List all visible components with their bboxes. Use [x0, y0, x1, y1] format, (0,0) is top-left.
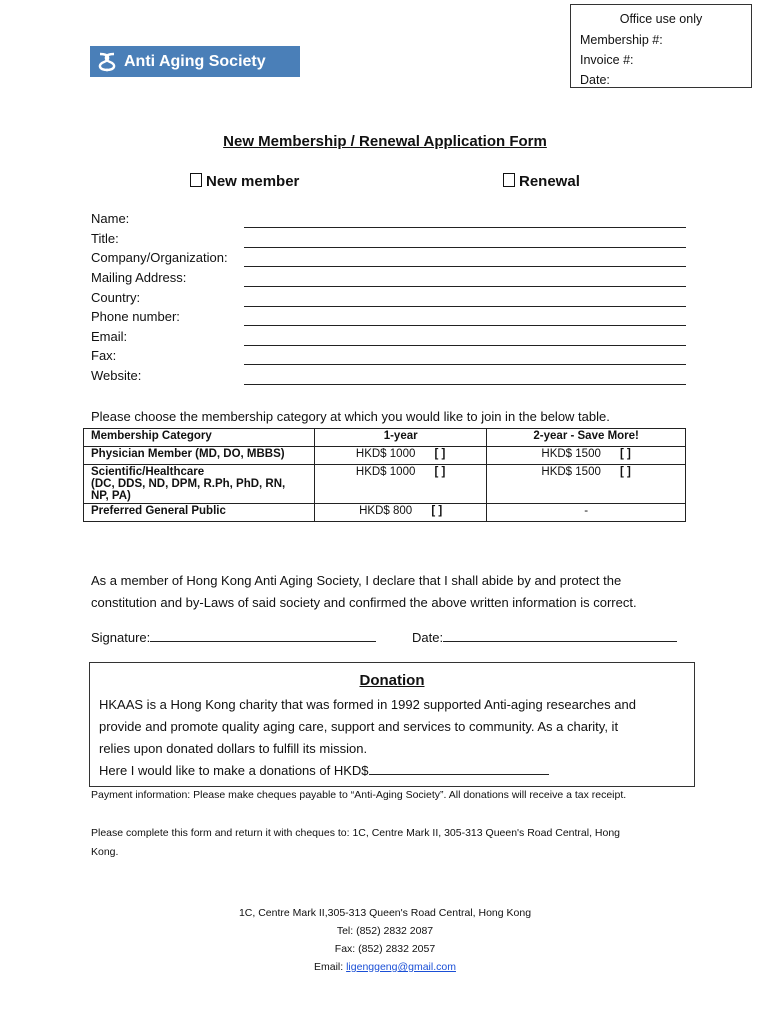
signature-row: [91, 627, 376, 649]
mailing-address-field[interactable]: [244, 286, 686, 287]
email-field[interactable]: [244, 345, 686, 346]
country-label: Country:: [91, 290, 141, 305]
date-field[interactable]: [443, 627, 677, 642]
footer-tel: Tel: (852) 2832 2087: [336, 925, 434, 937]
declaration-line: As a member of Hong Kong Anti Aging Society, I declare that I shall abide by and protect the: [91, 573, 622, 588]
name-field[interactable]: [244, 227, 686, 228]
footer: [0, 904, 770, 976]
category-cell: Preferred General Public: [84, 504, 315, 522]
declaration: [91, 570, 731, 613]
company-label: Company/Organization:: [91, 250, 228, 265]
website-label: Website:: [91, 368, 142, 383]
country-field[interactable]: [244, 306, 686, 307]
table-row: [84, 447, 686, 465]
date-row: [412, 627, 677, 649]
category-cell: Physician Member (MD, DO, MBBS): [84, 447, 315, 465]
table-row: [84, 504, 686, 522]
donation-line: relies upon donated dollars to fulfill its mission.: [99, 741, 368, 756]
header-category: Membership Category: [84, 429, 315, 447]
donation-amount-label: Here I would like to make a donations of HKD$: [99, 763, 369, 778]
name-label: Name:: [91, 211, 130, 226]
fax-label: Fax:: [91, 348, 117, 363]
company-field[interactable]: [244, 266, 686, 267]
footer-address: 1C, Centre Mark II,305-313 Queen's Road Central, Hong Kong: [238, 907, 532, 919]
renewal-checkbox[interactable]: [503, 173, 515, 187]
one-year-cell[interactable]: [315, 465, 487, 504]
office-use-title: Office use only: [619, 12, 703, 26]
donation-line: provide and promote quality aging care, support and services to community. As a charity, it: [99, 719, 619, 734]
one-year-cell[interactable]: [315, 504, 487, 522]
payment-info: Payment information: Please make cheques payable to “Anti-Aging Society”. All donations will receive a tax receipt.: [91, 789, 627, 801]
date-label: Date:: [412, 630, 444, 645]
phone-label: Phone number:: [91, 309, 180, 324]
category-line: NP, PA): [91, 490, 131, 502]
membership-table: [83, 428, 686, 522]
donation-text: [99, 694, 689, 782]
office-date-label: Date:: [580, 73, 610, 87]
new-member-checkbox[interactable]: [190, 173, 202, 187]
footer-email-link[interactable]: ligenggeng@gmail.com: [346, 961, 456, 973]
donation-line: HKAAS is a Hong Kong charity that was formed in 1992 supported Anti-aging researches and: [99, 697, 636, 712]
footer-email-label: Email:: [314, 961, 347, 973]
office-use-box: [570, 4, 752, 88]
category-line: Scientific/Healthcare: [91, 466, 205, 478]
fax-field[interactable]: [244, 364, 686, 365]
new-member-label: New member: [206, 173, 300, 190]
select-checkbox[interactable]: [ ]: [434, 448, 446, 460]
price: HKD$ 1000: [355, 466, 416, 478]
society-logo: [90, 46, 300, 77]
mailing-address-label: Mailing Address:: [91, 270, 187, 285]
signature-field[interactable]: [150, 627, 376, 642]
return-info: [91, 824, 691, 862]
donation-line: [99, 760, 689, 782]
category-cell: [84, 465, 315, 504]
price: HKD$ 1000: [355, 448, 416, 460]
logo-mark-icon: [96, 51, 118, 73]
website-field[interactable]: [244, 384, 686, 385]
price: HKD$ 1500: [541, 448, 601, 460]
two-year-cell: -: [487, 504, 686, 522]
return-line: Kong.: [91, 846, 119, 858]
title-field[interactable]: [244, 247, 686, 248]
invoice-number-label: Invoice #:: [580, 53, 634, 67]
table-header-row: [84, 429, 686, 447]
footer-email-row: [0, 958, 770, 976]
category-line: (DC, DDS, ND, DPM, R.Ph, PhD, RN,: [91, 478, 286, 490]
header-one-year: 1-year: [315, 429, 487, 447]
renewal-label: Renewal: [519, 173, 580, 190]
select-checkbox[interactable]: [ ]: [620, 466, 631, 478]
footer-fax: Fax: (852) 2832 2057: [334, 943, 436, 955]
return-line: Please complete this form and return it with cheques to: 1C, Centre Mark II, 305-313 Queen's Road Central, Hong: [91, 827, 621, 839]
email-label: Email:: [91, 329, 128, 344]
price: HKD$ 1500: [541, 466, 601, 478]
price: HKD$ 800: [359, 505, 413, 517]
donation-box: [89, 662, 695, 787]
two-year-cell[interactable]: [487, 447, 686, 465]
membership-number-label: Membership #:: [580, 33, 663, 47]
one-year-cell[interactable]: [315, 447, 487, 465]
select-checkbox[interactable]: [ ]: [434, 466, 446, 478]
title-label: Title:: [91, 231, 119, 246]
category-intro: Please choose the membership category at which you would like to join in the below table.: [91, 409, 610, 424]
phone-field[interactable]: [244, 325, 686, 326]
logo-text: Anti Aging Society: [124, 52, 266, 70]
header-two-year: 2-year - Save More!: [487, 429, 686, 447]
table-row: [84, 465, 686, 504]
renewal-option[interactable]: [503, 173, 580, 190]
select-checkbox[interactable]: [ ]: [431, 505, 443, 517]
signature-label: Signature:: [91, 630, 151, 645]
select-checkbox[interactable]: [ ]: [620, 448, 631, 460]
donation-amount-field[interactable]: [369, 760, 549, 775]
two-year-cell[interactable]: [487, 465, 686, 504]
new-member-option[interactable]: [190, 173, 299, 190]
donation-title: Donation: [359, 672, 425, 689]
form-title: New Membership / Renewal Application Form: [223, 133, 547, 150]
declaration-line: constitution and by-Laws of said society and confirmed the above written information is correct.: [91, 594, 637, 610]
